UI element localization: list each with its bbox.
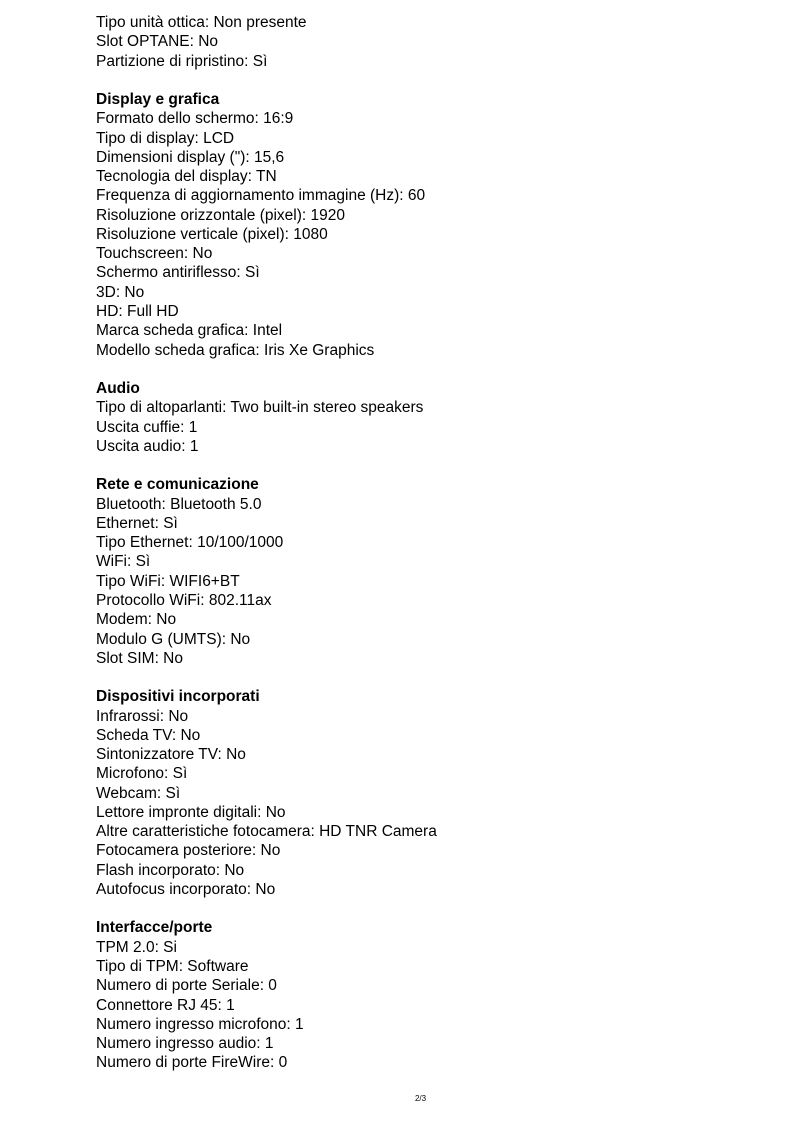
spec-line: Connettore RJ 45: 1 xyxy=(96,996,235,1014)
spec-line: Slot SIM: No xyxy=(96,649,183,667)
spec-line: Fotocamera posteriore: No xyxy=(96,842,281,860)
section-spacer xyxy=(96,71,776,90)
spec-line: Uscita audio: 1 xyxy=(96,437,199,455)
spec-line: Risoluzione verticale (pixel): 1080 xyxy=(96,225,328,243)
spec-line: Partizione di ripristino: Sì xyxy=(96,52,268,70)
spec-line: Tipo unità ottica: Non presente xyxy=(96,14,307,31)
spec-line: Ethernet: Sì xyxy=(96,514,178,532)
spec-line: Schermo antiriflesso: Sì xyxy=(96,264,260,282)
spec-line: Frequenza di aggiornamento immagine (Hz): 60 xyxy=(96,187,426,205)
spec-line: Numero ingresso audio: 1 xyxy=(96,1035,274,1053)
spec-line: Tipo Ethernet: 10/100/1000 xyxy=(96,534,284,552)
section-heading: Audio xyxy=(96,380,140,398)
spec-line: Flash incorporato: No xyxy=(96,861,245,879)
spec-line: Dimensioni display ("): 15,6 xyxy=(96,148,285,166)
section-heading: Interfacce/porte xyxy=(96,919,213,937)
spec-line: Tipo WiFi: WIFI6+BT xyxy=(96,572,240,590)
spec-line: Webcam: Sì xyxy=(96,784,181,802)
section-heading: Rete e comunicazione xyxy=(96,476,259,494)
spec-line: Microfono: Sì xyxy=(96,765,188,783)
spec-line: Scheda TV: No xyxy=(96,726,201,744)
spec-line: WiFi: Sì xyxy=(96,553,151,571)
document-body xyxy=(96,13,776,1073)
spec-line: Numero ingresso microfono: 1 xyxy=(96,1015,304,1033)
spec-line: Risoluzione orizzontale (pixel): 1920 xyxy=(96,206,345,224)
spec-line: Slot OPTANE: No xyxy=(96,33,219,51)
spec-line: Infrarossi: No xyxy=(96,707,189,725)
spec-line: Numero di porte Seriale: 0 xyxy=(96,977,277,995)
spec-line: TPM 2.0: Si xyxy=(96,938,177,956)
spec-line: Formato dello schermo: 16:9 xyxy=(96,110,294,128)
spec-line: Numero di porte FireWire: 0 xyxy=(96,1054,288,1072)
section-heading: Dispositivi incorporati xyxy=(96,688,260,706)
spec-line: Lettore impronte digitali: No xyxy=(96,803,286,821)
spec-line: Tipo di display: LCD xyxy=(96,129,235,147)
section-spacer xyxy=(96,899,776,918)
spec-line: Tipo di altoparlanti: Two built-in stereo speakers xyxy=(96,399,424,417)
top-lines xyxy=(96,13,776,71)
section-rete-comunicazione xyxy=(96,475,776,668)
spec-line: Modello scheda grafica: Iris Xe Graphics xyxy=(96,341,375,359)
spec-line: Modem: No xyxy=(96,611,177,629)
section-interfacce-porte xyxy=(96,918,776,1072)
section-spacer xyxy=(96,360,776,379)
spec-line: Modulo G (UMTS): No xyxy=(96,630,251,648)
spec-line: Protocollo WiFi: 802.11ax xyxy=(96,591,272,609)
spec-line: Tipo di TPM: Software xyxy=(96,958,249,976)
spec-line: Marca scheda grafica: Intel xyxy=(96,322,283,340)
section-display-grafica xyxy=(96,90,776,360)
section-spacer xyxy=(96,668,776,687)
spec-line: Altre caratteristiche fotocamera: HD TNR Camera xyxy=(96,823,437,841)
spec-line: HD: Full HD xyxy=(96,302,179,320)
spec-line: Touchscreen: No xyxy=(96,245,213,263)
spec-line: Tecnologia del display: TN xyxy=(96,168,277,186)
spec-line: Sintonizzatore TV: No xyxy=(96,746,246,764)
section-dispositivi-incorporati xyxy=(96,687,776,899)
spec-line: Autofocus incorporato: No xyxy=(96,880,276,898)
spec-line: Uscita cuffie: 1 xyxy=(96,418,198,436)
page-number: 2/3 xyxy=(414,1094,427,1103)
section-audio xyxy=(96,379,776,456)
spec-line: 3D: No xyxy=(96,283,145,301)
section-heading: Display e grafica xyxy=(96,91,220,109)
section-spacer xyxy=(96,456,776,475)
spec-line: Bluetooth: Bluetooth 5.0 xyxy=(96,495,262,513)
